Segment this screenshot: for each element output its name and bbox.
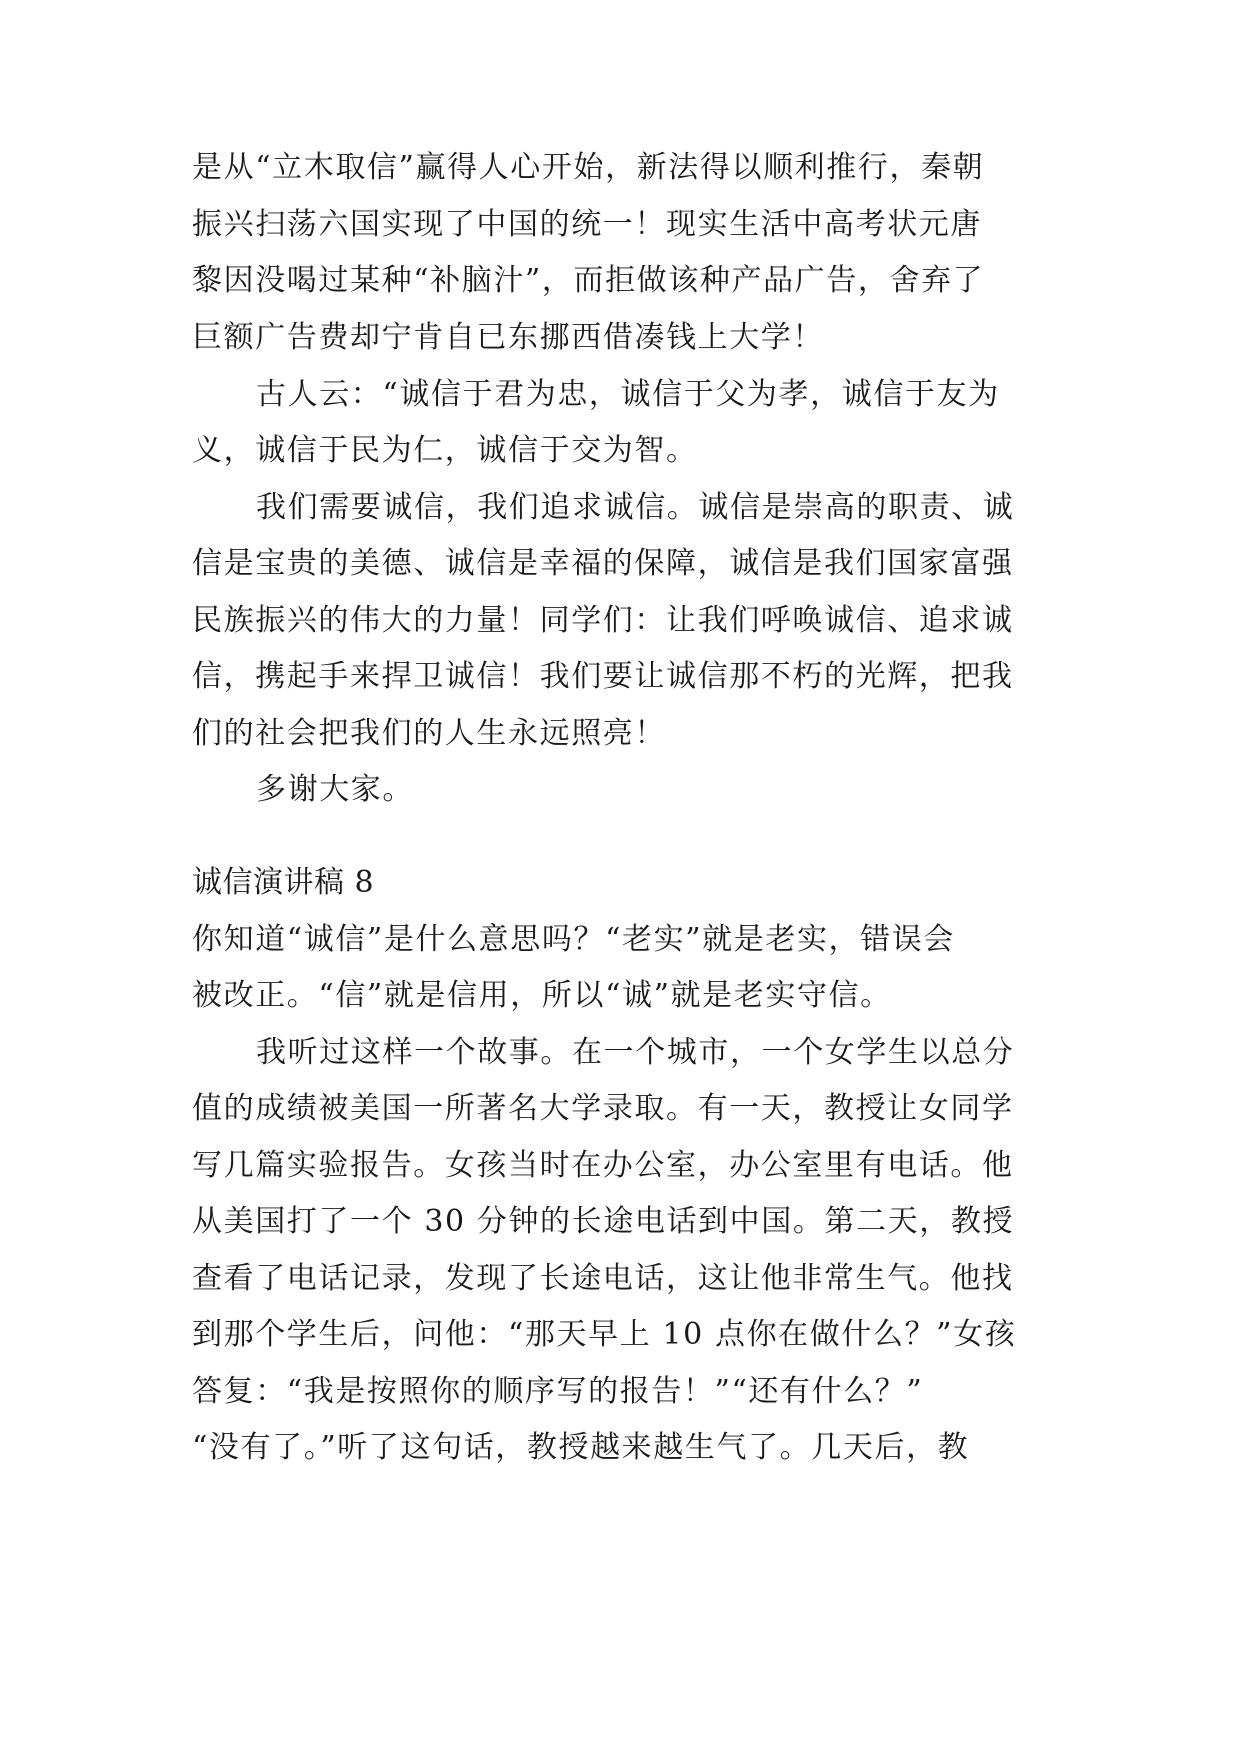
- text-line: 信，携起手来捍卫诚信！我们要让诚信那不朽的光辉，把我: [192, 659, 1014, 694]
- text-line: 从美国打了一个 30 分钟的长途电话到中国。第二天，教授: [192, 1204, 1015, 1239]
- text-line: 义，诚信于民为仁，诚信于交为智。: [192, 433, 698, 468]
- text-line: 我们需要诚信，我们追求诚信。诚信是崇高的职责、诚: [256, 490, 1015, 525]
- text-line: 值的成绩被美国一所著名大学录取。有一天，教授让女同学: [192, 1091, 1014, 1126]
- text-line: 我听过这样一个故事。在一个城市，一个女学生以总分: [256, 1035, 1015, 1070]
- text-line: 民族振兴的伟大的力量！同学们：让我们呼唤诚信、追求诚: [192, 603, 1014, 638]
- text-line: 你知道“诚信”是什么意思吗？“老实”就是老实，错误会: [192, 922, 955, 957]
- text-line: 黎因没喝过某种“补脑汁”，而拒做该种产品广告，舍弃了: [192, 263, 985, 298]
- text-line: 振兴扫荡六国实现了中国的统一！现实生活中高考状元唐: [192, 207, 982, 242]
- text-line: 巨额广告费却宁肯自已东挪西借凑钱上大学！: [192, 320, 824, 355]
- text-line: 们的社会把我们的人生永远照亮！: [192, 716, 666, 751]
- text-line: “没有了。”听了这句话，教授越来越生气了。几天后，教: [192, 1430, 970, 1465]
- text-line: 写几篇实验报告。女孩当时在办公室，办公室里有电话。他: [192, 1148, 1014, 1183]
- text-line: 多谢大家。: [256, 772, 414, 807]
- text-line: 被改正。“信”就是信用，所以“诚”就是老实守信。: [192, 978, 892, 1013]
- section-heading: 诚信演讲稿 8: [192, 865, 375, 900]
- text-line: 查看了电话记录，发现了长途电话，这让他非常生气。他找: [192, 1261, 1014, 1296]
- text-line: 答复：“我是按照你的顺序写的报告！”“还有什么？”: [192, 1374, 924, 1409]
- text-line: 是从“立木取信”赢得人心开始，新法得以顺利推行，秦朝: [192, 150, 985, 185]
- text-line: 古人云：“诚信于君为忠，诚信于父为孝，诚信于友为: [256, 377, 1000, 412]
- text-line: 到那个学生后，问他：“那天早上 10 点你在做什么？”女孩: [192, 1317, 1017, 1352]
- text-line: 信是宝贵的美德、诚信是幸福的保障，诚信是我们国家富强: [192, 546, 1014, 581]
